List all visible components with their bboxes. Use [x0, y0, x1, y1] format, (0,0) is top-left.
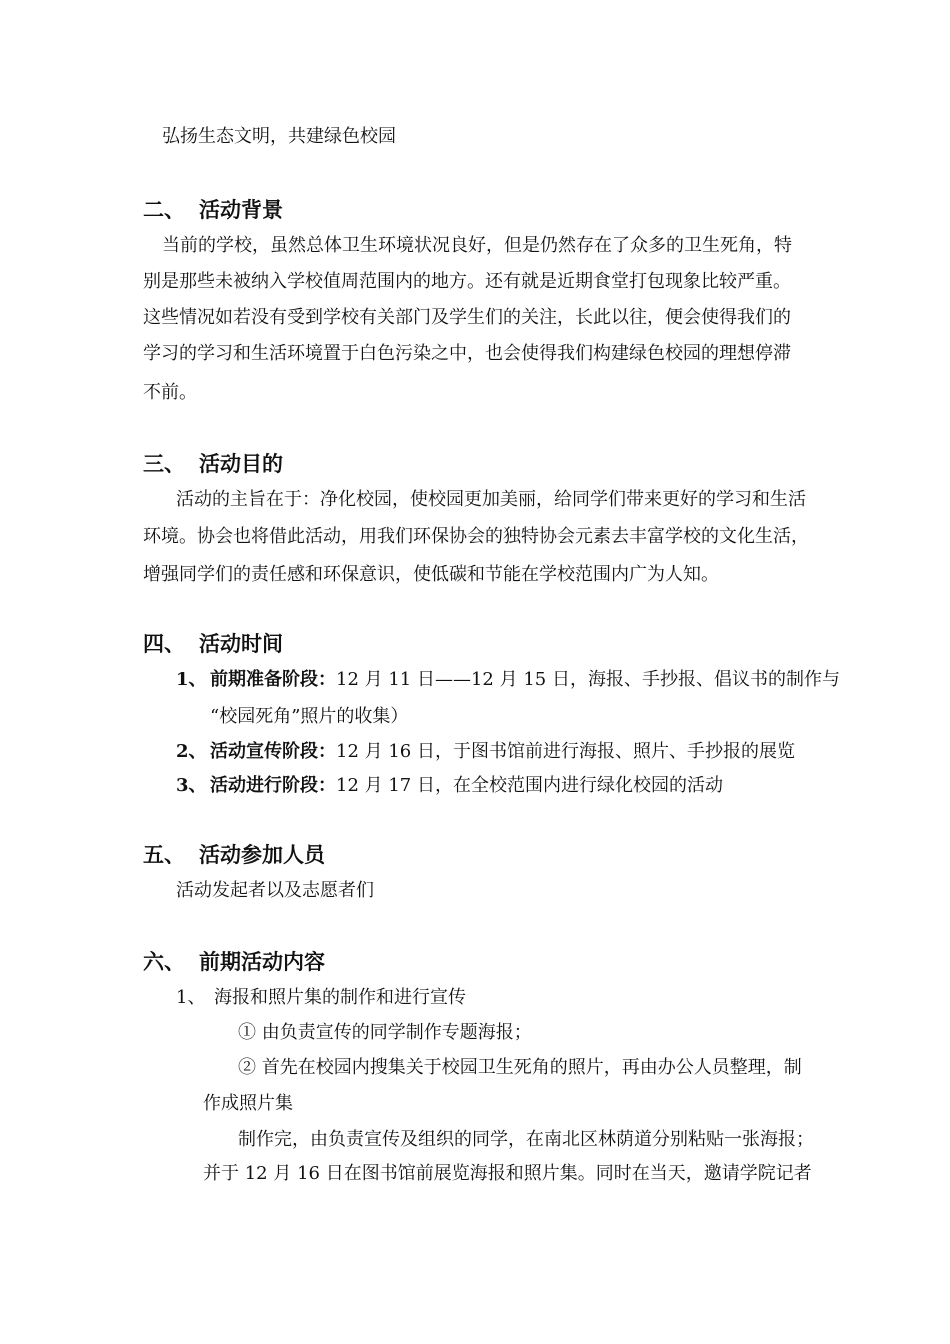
section-title: 活动时间 [199, 631, 283, 656]
paragraph-line: 增强同学们的责任感和环保意识，使低碳和节能在学校范围内广为人知。 [143, 564, 719, 585]
sub-item-title: 海报和照片集的制作和进行宣传 [214, 987, 466, 1008]
paragraph-line: 环境。协会也将借此活动，用我们环保协会的独特协会元素去丰富学校的文化生活， [143, 526, 809, 547]
list-item-label: 活动进行阶段： [210, 775, 336, 796]
section-title: 活动目的 [199, 451, 283, 476]
list-item-continuation: “校园死角”照片的收集） [210, 706, 409, 727]
intro-line: 弘扬生态文明，共建绿色校园 [162, 126, 396, 147]
section-number: 四、 [143, 631, 185, 656]
paragraph-line: 活动发起者以及志愿者们 [176, 880, 374, 901]
section-number: 三、 [143, 451, 185, 476]
list-item-number: 2、 [176, 741, 207, 762]
paragraph-line: 制作完，由负责宣传及组织的同学，在南北区林荫道分别粘贴一张海报； [238, 1129, 814, 1150]
list-item [176, 773, 723, 799]
sub-item [176, 985, 466, 1011]
section-heading-purpose [143, 450, 283, 478]
section-title: 活动参加人员 [199, 842, 325, 867]
section-number: 六、 [143, 949, 185, 974]
list-item [176, 739, 795, 765]
section-heading-background [143, 196, 283, 224]
section-title: 前期活动内容 [199, 949, 325, 974]
section-number: 五、 [143, 842, 185, 867]
paragraph-line: 这些情况如若没有受到学校有关部门及学生们的关注，长此以往，便会使得我们的 [143, 307, 791, 328]
list-item-text: 12 月 11 日——12 月 15 日，海报、手抄报、倡议书的制作与 [336, 669, 840, 690]
step-line-continuation: 作成照片集 [203, 1093, 293, 1114]
list-item-number: 3、 [176, 775, 207, 796]
list-item [176, 667, 840, 693]
list-item-label: 前期准备阶段： [210, 669, 336, 690]
list-item-text: 12 月 17 日，在全校范围内进行绿化校园的活动 [336, 775, 723, 796]
list-item-label: 活动宣传阶段： [210, 741, 336, 762]
paragraph-line: 学习的学习和生活环境置于白色污染之中，也会使得我们构建绿色校园的理想停滞 [143, 343, 791, 364]
paragraph-line: 并于 12 月 16 日在图书馆前展览海报和照片集。同时在当天，邀请学院记者 [203, 1163, 812, 1184]
step-line: ① 由负责宣传的同学制作专题海报； [238, 1022, 532, 1043]
paragraph-line: 别是那些未被纳入学校值周范围内的地方。还有就是近期食堂打包现象比较严重。 [143, 271, 791, 292]
paragraph-line: 活动的主旨在于：净化校园，使校园更加美丽，给同学们带来更好的学习和生活 [176, 489, 806, 510]
sub-item-number: 1、 [176, 987, 206, 1008]
paragraph-line: 不前。 [143, 382, 197, 403]
paragraph-line: 当前的学校，虽然总体卫生环境状况良好，但是仍然存在了众多的卫生死角，特 [162, 235, 792, 256]
section-title: 活动背景 [199, 197, 283, 222]
section-heading-content [143, 948, 325, 976]
section-number: 二、 [143, 197, 185, 222]
list-item-text: 12 月 16 日，于图书馆前进行海报、照片、手抄报的展览 [336, 741, 795, 762]
section-heading-time [143, 630, 283, 658]
section-heading-participants [143, 841, 325, 869]
list-item-number: 1、 [176, 669, 207, 690]
step-line: ② 首先在校园内搜集关于校园卫生死角的照片，再由办公人员整理，制 [238, 1057, 802, 1078]
